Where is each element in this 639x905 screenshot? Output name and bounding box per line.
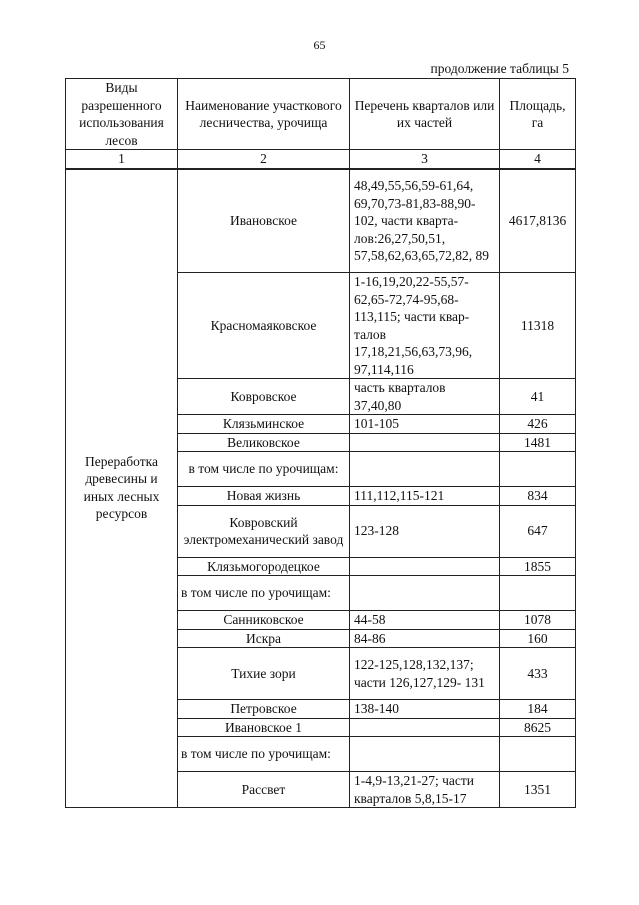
forestry-name: Ковровское [178, 379, 350, 415]
quarters-list: 1-16,19,20,22-55,57- 62,65-72,74-95,68- 113,115; части квар- талов 17,18,21,56,63,73,96, 97,114,116 [350, 273, 500, 379]
page-number: 65 [313, 38, 326, 52]
column-number: 4 [500, 150, 576, 169]
quarters-list: 1-4,9-13,21-27; части кварталов 5,8,15-17 [350, 772, 500, 808]
forestry-name: Клязьмогородецкое [178, 557, 350, 576]
header-quarters: Перечень кварталов или их частей [350, 79, 500, 150]
subtotal-note: в том числе по урочищам: [178, 737, 350, 772]
forestry-name: Великовское [178, 433, 350, 452]
column-number: 1 [66, 150, 178, 169]
area-value: 4617,8136 [500, 169, 576, 273]
area-value: 8625 [500, 718, 576, 737]
quarters-list [350, 576, 500, 611]
quarters-list: 123-128 [350, 505, 500, 557]
forestry-name: Красномаяковское [178, 273, 350, 379]
quarters-list: 101-105 [350, 415, 500, 434]
tract-name: Рассвет [178, 772, 350, 808]
area-value: 160 [500, 629, 576, 648]
area-value: 184 [500, 700, 576, 719]
table-row [66, 169, 576, 273]
header-area: Площадь, га [500, 79, 576, 150]
subtotal-note: в том числе по урочищам: [178, 576, 350, 611]
forestry-name: Ивановское 1 [178, 718, 350, 737]
area-value: 647 [500, 505, 576, 557]
tract-name: Новая жизнь [178, 487, 350, 506]
column-number-row [66, 150, 576, 169]
area-value [500, 737, 576, 772]
tract-name: Петровское [178, 700, 350, 719]
quarters-list [350, 433, 500, 452]
quarters-list [350, 737, 500, 772]
area-value: 834 [500, 487, 576, 506]
forestry-name: Клязьминское [178, 415, 350, 434]
header-use-type: Виды разрешенного использования лесов [66, 79, 178, 150]
header-row [66, 79, 576, 150]
quarters-list: 122-125,128,132,137; части 126,127,129- 131 [350, 648, 500, 700]
area-value [500, 452, 576, 487]
forestry-name: Ивановское [178, 169, 350, 273]
column-number: 3 [350, 150, 500, 169]
area-value: 426 [500, 415, 576, 434]
tract-name: Тихие зори [178, 648, 350, 700]
forest-use-table [65, 78, 576, 808]
quarters-list [350, 557, 500, 576]
column-number: 2 [178, 150, 350, 169]
area-value [500, 576, 576, 611]
quarters-list [350, 452, 500, 487]
area-value: 41 [500, 379, 576, 415]
use-type-cell: Переработка древесины и иных лесных ресурсов [66, 169, 178, 808]
quarters-list: 44-58 [350, 611, 500, 630]
subtotal-note: в том числе по урочищам: [178, 452, 350, 487]
quarters-list [350, 718, 500, 737]
table-continuation-label: продолжение таблицы 5 [430, 61, 569, 76]
area-value: 1855 [500, 557, 576, 576]
header-forestry-name: Наименование участкового лесничества, урочища [178, 79, 350, 150]
quarters-list: 84-86 [350, 629, 500, 648]
area-value: 11318 [500, 273, 576, 379]
tract-name: Искра [178, 629, 350, 648]
quarters-list: 111,112,115-121 [350, 487, 500, 506]
tract-name: Санниковское [178, 611, 350, 630]
area-value: 1481 [500, 433, 576, 452]
quarters-list: 48,49,55,56,59-61,64, 69,70,73-81,83-88,90- 102, части кварта- лов:26,27,50,51, 57,58,62,63,65,72,82, 89 [350, 169, 500, 273]
area-value: 1351 [500, 772, 576, 808]
area-value: 433 [500, 648, 576, 700]
tract-name: Ковровский электромеханический завод [178, 505, 350, 557]
quarters-list: часть кварталов 37,40,80 [350, 379, 500, 415]
area-value: 1078 [500, 611, 576, 630]
quarters-list: 138-140 [350, 700, 500, 719]
